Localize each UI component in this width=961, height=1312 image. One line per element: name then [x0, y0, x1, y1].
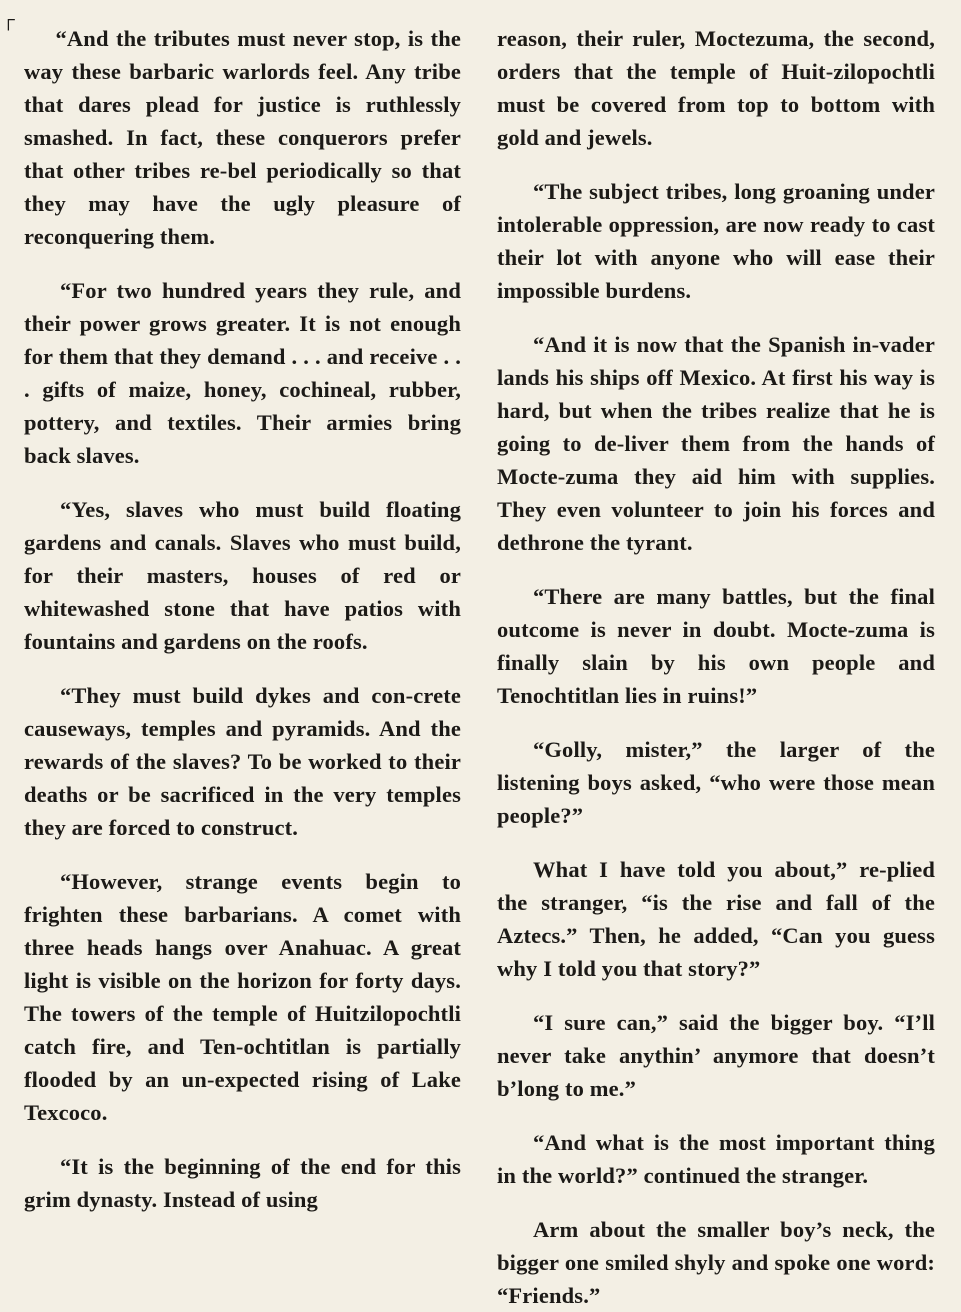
right-column: [497, 22, 935, 1306]
paragraph: [497, 328, 935, 559]
paragraph: [497, 853, 935, 985]
paragraph-text: “It is the beginning of the end for this grim dynasty. Instead of using: [24, 1154, 461, 1212]
paragraph: [497, 733, 935, 832]
paragraph-text: “And what is the most important thing in the world?” continued the stranger.: [497, 1130, 935, 1188]
paragraph: [24, 274, 461, 472]
paragraph-text: “And it is now that the Spanish in-vader lands his ships off Mexico. At first his way is hard, but when the tribes realize that he is going to de-liver them from the hands of Mocte-zuma they aid him with supplies. They even volunteer to join his forces and dethrone the tyrant.: [497, 332, 935, 555]
paragraph: [24, 493, 461, 658]
paragraph-text: “They must build dykes and con-crete causeways, temples and pyramids. And the rewards of the slaves? To be worked to their deaths or be sacrificed in the very temples they are forced to construct.: [24, 683, 461, 840]
paragraph: [497, 580, 935, 712]
paragraph-text: “There are many battles, but the final outcome is never in doubt. Mocte-zuma is finally slain by his own people and Tenochtitlan lies in ruins!”: [497, 584, 935, 708]
paragraph: [497, 1006, 935, 1105]
paragraph: [24, 865, 461, 1129]
paragraph: [497, 1213, 935, 1312]
paragraph-text: Arm about the smaller boy’s neck, the bigger one smiled shyly and spoke one word: “Friends.”: [497, 1217, 935, 1308]
paragraph: [24, 22, 461, 253]
paragraph-text: “And the tributes must never stop, is the way these barbaric warlords feel. Any tribe that dares plead for justice is ruthlessly smashed. In fact, these conquerors prefer that other tribes re-bel periodically so that they may have the ugly pleasure of reconquering them.: [24, 26, 461, 249]
paragraph-text: “I sure can,” said the bigger boy. “I’ll never take anythin’ anymore that doesn’t b’long to me.”: [497, 1010, 935, 1101]
paragraph: [497, 1126, 935, 1192]
paragraph: [497, 175, 935, 307]
paragraph-text: “Golly, mister,” the larger of the listening boys asked, “who were those mean people?”: [497, 737, 935, 828]
paragraph: [497, 22, 935, 154]
paragraph: [24, 679, 461, 844]
paragraph-text: reason, their ruler, Moctezuma, the second, orders that the temple of Huit-zilopochtli must be covered from top to bottom with gold and jewels.: [497, 26, 935, 150]
corner-mark: ┌: [2, 9, 15, 29]
paragraph: [24, 1150, 461, 1216]
paragraph-text: “However, strange events begin to frighten these barbarians. A comet with three heads hangs over Anahuac. A great light is visible on the horizon for forty days. The towers of the temple of Huitzilopochtli catch fire, and Ten-ochtitlan is partially flooded by an un-expected rising of Lake Texcoco.: [24, 869, 461, 1125]
paragraph-text: “Yes, slaves who must build floating gardens and canals. Slaves who must build, for their masters, houses of red or whitewashed stone that have patios with fountains and gardens on the roofs.: [24, 497, 461, 654]
left-column: [24, 22, 461, 1306]
paragraph-text: What I have told you about,” re-plied the stranger, “is the rise and fall of the Aztecs.” Then, he added, “Can you guess why I told you that story?”: [497, 857, 935, 981]
paragraph-text: “The subject tribes, long groaning under intolerable oppression, are now ready to cast their lot with anyone who will ease their impossible burdens.: [497, 179, 935, 303]
paragraph-text: “For two hundred years they rule, and their power grows greater. It is not enough for them that they demand . . . and receive . . . gifts of maize, honey, cochineal, rubber, pottery, and textiles. Their armies bring back slaves.: [24, 278, 461, 468]
